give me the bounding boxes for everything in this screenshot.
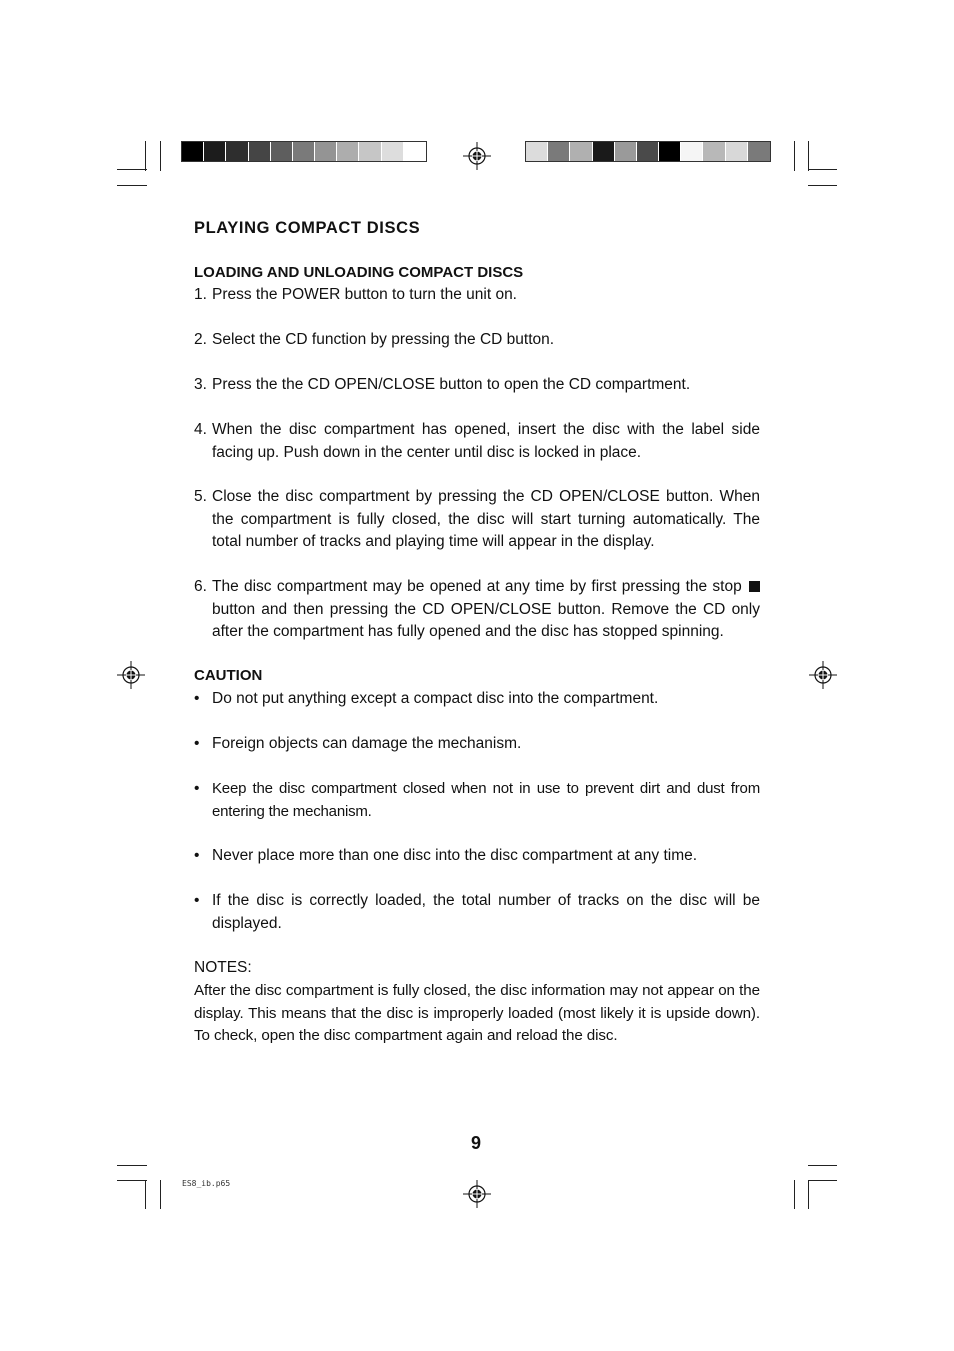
color-swatch: [226, 142, 248, 161]
registration-mark-icon: [463, 1180, 491, 1208]
crop-mark: [145, 1180, 146, 1209]
step-item: [194, 374, 760, 397]
notes-heading: NOTES:: [194, 959, 252, 976]
registration-mark-icon: [809, 661, 837, 689]
bullet: •: [194, 892, 200, 909]
step-item: [194, 486, 760, 554]
caution-text: Keep the disc compartment closed when not in use to prevent dirt and dust from entering the mechanism.: [212, 780, 760, 820]
step-item: [194, 284, 760, 307]
crop-mark: [160, 1180, 161, 1209]
crop-mark: [117, 185, 147, 186]
caution-text: Do not put anything except a compact disc into the compartment.: [212, 690, 659, 707]
page-title: PLAYING COMPACT DISCS: [194, 219, 421, 237]
step-text: Close the disc compartment by pressing the CD OPEN/CLOSE button. When the compartment is fully closed, the disc will start turning automatically. The total number of tracks and playing time will appear in the display.: [212, 488, 760, 550]
step-number: 3.: [194, 376, 207, 393]
step-number: 4.: [194, 421, 207, 438]
crop-mark: [808, 1180, 837, 1181]
crop-mark: [808, 185, 837, 186]
file-name: ES8_ib.p65: [182, 1179, 231, 1188]
caution-item: [194, 845, 760, 868]
notes-text: After the disc compartment is fully closed, the disc information may not appear on the display. This means that the disc is improperly loaded (most likely it is upside down). To check, open the disc compartment again and reload the disc.: [194, 982, 760, 1044]
color-swatch: [359, 142, 381, 161]
bullet: •: [194, 847, 200, 864]
color-swatch: [404, 142, 426, 161]
crop-mark: [794, 141, 795, 171]
color-swatch: [382, 142, 404, 161]
color-swatch: [204, 142, 226, 161]
color-swatch: [748, 142, 770, 161]
color-swatch: [315, 142, 337, 161]
crop-mark: [160, 141, 161, 171]
caution-item: [194, 733, 760, 756]
section-heading-caution: CAUTION: [194, 667, 263, 684]
crop-mark: [808, 169, 837, 170]
crop-mark: [808, 1165, 837, 1166]
bullet: •: [194, 690, 200, 707]
caution-item: [194, 890, 760, 935]
registration-mark-icon: [463, 142, 491, 170]
crop-mark: [794, 1180, 795, 1209]
gray-scale-bar-left: [181, 141, 427, 162]
crop-mark: [808, 141, 809, 171]
color-swatch: [703, 142, 725, 161]
step-text: Select the CD function by pressing the CD button.: [212, 331, 555, 348]
step-number: 1.: [194, 286, 207, 303]
step-text: [212, 576, 760, 644]
color-swatch: [615, 142, 637, 161]
color-swatch: [526, 142, 548, 161]
section-heading-loading: LOADING AND UNLOADING COMPACT DISCS: [194, 264, 524, 281]
gray-scale-bar-right: [525, 141, 771, 162]
color-swatch: [570, 142, 592, 161]
step-text-part: The disc compartment may be opened at any time by first pressing the stop: [212, 578, 742, 595]
page-number: 9: [470, 1133, 481, 1153]
stop-square-icon: [749, 581, 760, 592]
caution-item: [194, 778, 760, 823]
step-text: When the disc compartment has opened, insert the disc with the label side facing up. Push down in the center until disc is locked in place.: [212, 421, 760, 461]
crop-mark: [117, 1180, 147, 1181]
color-swatch: [548, 142, 570, 161]
color-swatch: [659, 142, 681, 161]
step-number: 2.: [194, 331, 207, 348]
color-swatch: [182, 142, 204, 161]
step-item: [194, 329, 760, 352]
color-swatch: [337, 142, 359, 161]
step-item: [194, 576, 760, 644]
crop-mark: [808, 1180, 809, 1209]
color-swatch: [637, 142, 659, 161]
caution-item: [194, 688, 760, 711]
registration-mark-icon: [117, 661, 145, 689]
step-item: [194, 419, 760, 464]
bullet: •: [194, 780, 200, 797]
step-number: 5.: [194, 488, 207, 505]
step-number: 6.: [194, 578, 207, 595]
step-text-part: button and then pressing the CD OPEN/CLOSE button. Remove the CD only after the compartment has fully opened and the disc has stopped spinning.: [212, 600, 760, 640]
color-swatch: [681, 142, 703, 161]
step-text: Press the POWER button to turn the unit on.: [212, 286, 517, 303]
color-swatch: [593, 142, 615, 161]
crop-mark: [117, 169, 147, 170]
step-text: Press the the CD OPEN/CLOSE button to open the CD compartment.: [212, 376, 691, 393]
caution-text: If the disc is correctly loaded, the total number of tracks on the disc will be displayed.: [212, 892, 760, 932]
color-swatch: [271, 142, 293, 161]
bullet: •: [194, 735, 200, 752]
caution-text: Never place more than one disc into the disc compartment at any time.: [212, 847, 698, 864]
color-swatch: [726, 142, 748, 161]
caution-text: Foreign objects can damage the mechanism.: [212, 735, 522, 752]
crop-mark: [117, 1165, 147, 1166]
color-swatch: [293, 142, 315, 161]
color-swatch: [249, 142, 271, 161]
crop-mark: [145, 141, 146, 171]
